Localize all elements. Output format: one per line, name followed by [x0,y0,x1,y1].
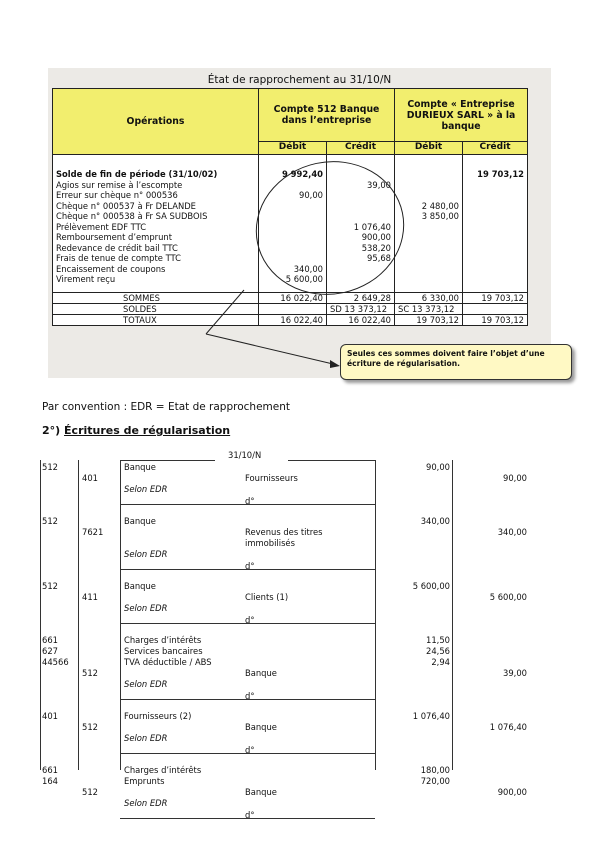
operation-label: Prélèvement EDF TTC [56,221,147,232]
amount-cell: 2 480,00 [421,200,460,211]
debit-label: Banque [124,516,156,526]
debit-account: 44566 [42,657,69,667]
operation-label: Remboursement d’emprunt [56,232,172,242]
section-title [42,424,230,437]
debit-label: TVA déductible / ABS [124,657,212,667]
credit-label: Banque [245,722,277,732]
credit-label: Banque [245,668,277,678]
totals-amount: 2 649,28 [327,293,395,304]
debit-account: 164 [42,776,58,786]
entry-separator [120,504,375,505]
credit-account: 512 [82,722,98,732]
amount-cell: 3 850,00 [421,211,460,221]
operation-label: Frais de tenue de compte TTC [56,253,182,263]
date-rule-left [120,460,215,461]
credit-amount: 900,00 [497,787,527,797]
debit-amount: 340,00 [420,516,450,526]
arrow-line [206,334,333,364]
amount-cell: 340,00 [293,263,323,274]
header-credit: Crédit [463,142,528,155]
column-rule [375,460,376,770]
amount-cell: 90,00 [299,190,323,200]
totals-label: TOTAUX [53,315,259,326]
debit-amount: 1 076,40 [412,711,450,721]
operation-label: Agios sur remise à l’escompte [56,179,183,190]
credit-account: 401 [82,473,98,483]
credit-account: 512 [82,787,98,797]
callout-note: Seules ces sommes doivent faire l’objet d’une écriture de régularisation. [340,344,572,380]
ditto-mark: d° [245,561,255,571]
operation-label: Redevance de crédit bail TTC [56,242,178,253]
operation-label: Encaissement de coupons [56,263,166,274]
column-rule [120,460,121,770]
totals-amount: SC 13 373,12 [395,304,463,315]
debit-label: Fournisseurs (2) [124,711,192,721]
operation-label: Chèque n° 000537 à Fr DELANDE [56,200,196,211]
operation-label: Virement reçu [56,274,116,284]
debit-label: Banque [124,581,156,591]
journal [40,448,550,820]
reconciliation-panel [48,68,551,378]
header-debit: Débit [259,142,327,155]
totals-amount: 19 703,12 [463,315,528,326]
credit-account: 7621 [82,527,104,537]
credit-amount: 90,00 [503,473,527,483]
credit-amount: 5 600,00 [489,592,527,602]
journal-date: 31/10/N [228,450,262,460]
ditto-mark: d° [245,691,255,701]
credit-label: Clients (1) [245,592,289,602]
entry-reference: Selon EDR [124,603,168,613]
debit-amount: 90,00 [426,462,450,472]
amount-cell: 9 992,40 [281,169,323,179]
debit-account: 661 [42,635,58,645]
operation-label: Erreur sur chèque n° 000536 [56,190,178,200]
entry-separator [120,699,375,700]
debit-amount: 11,50 [426,635,450,645]
totals-amount: 19 703,12 [463,293,528,304]
debit-amount: 2,94 [431,657,450,667]
header-company-account: Compte « Entreprise DURIEUX SARL » à la banque [395,89,528,142]
totals-amount: 16 022,40 [259,315,327,326]
column-rule [40,460,41,770]
amount-cell: 5 600,00 [285,274,323,284]
reconciliation-title: État de rapprochement au 31/10/N [207,74,392,86]
amount-cell: 39,00 [367,179,392,190]
convention-text: Par convention : EDR = Etat de rapprochement [42,401,290,413]
ditto-mark: d° [245,496,255,506]
header-credit: Crédit [327,142,395,155]
debit-amount: 180,00 [420,765,450,775]
debit-account: 512 [42,581,58,591]
totals-amount: 16 022,40 [259,293,327,304]
amount-cell: 1 076,40 [353,221,392,232]
amount-cell: 900,00 [361,232,392,242]
entry-reference: Selon EDR [124,679,168,689]
debit-account: 661 [42,765,58,775]
ditto-mark: d° [245,615,255,625]
entry-separator [120,569,375,570]
debit-amount: 720,00 [420,776,450,786]
debit-label: Services bancaires [124,646,203,656]
entry-reference: Selon EDR [124,484,168,494]
annotation-overlay [48,68,551,378]
entry-reference: Selon EDR [124,798,168,808]
debit-label: Charges d’intérêts [124,765,202,775]
entry-separator [120,818,375,819]
entry-reference: Selon EDR [124,549,168,559]
arrow-head [330,360,340,368]
section-number: 2°) [42,424,61,437]
operation-label: Solde de fin de période (31/10/02) [56,169,218,179]
totals-label: SOLDES [53,304,259,315]
credit-label: Fournisseurs [245,473,298,483]
debit-account: 401 [42,711,58,721]
credit-label: Banque [245,787,277,797]
amount-cell: 538,20 [361,242,392,253]
header-bank-account: Compte 512 Banque dans l’entreprise [259,89,395,142]
entry-separator [120,623,375,624]
operation-label: Chèque n° 000538 à Fr SA SUDBOIS [56,211,208,221]
debit-label: Emprunts [124,776,165,786]
totals-label: SOMMES [53,293,259,304]
totals-amount: SD 13 373,12 [327,304,395,315]
amount-cell: 95,68 [367,253,392,263]
amount-cell: 19 703,12 [477,169,525,179]
header-debit: Débit [395,142,463,155]
ditto-mark: d° [245,810,255,820]
entry-separator [120,753,375,754]
totals-amount: 19 703,12 [395,315,463,326]
totals-amount: 6 330,00 [395,293,463,304]
credit-label: immobilisés [245,538,295,548]
debit-account: 627 [42,646,58,656]
ditto-mark: d° [245,745,255,755]
header-operations: Opérations [53,89,259,155]
column-rule [78,460,79,770]
credit-account: 411 [82,592,98,602]
credit-amount: 1 076,40 [489,722,527,732]
debit-account: 512 [42,516,58,526]
debit-account: 512 [42,462,58,472]
credit-label: Revenus des titres [245,527,323,537]
debit-amount: 5 600,00 [412,581,450,591]
credit-amount: 340,00 [497,527,527,537]
date-rule-right [288,460,375,461]
debit-amount: 24,56 [426,646,450,656]
debit-label: Charges d’intérêts [124,635,202,645]
entry-reference: Selon EDR [124,733,168,743]
credit-amount: 39,00 [503,668,527,678]
credit-account: 512 [82,668,98,678]
section-heading: Écritures de régularisation [64,424,231,437]
totals-amount: 16 022,40 [327,315,395,326]
debit-label: Banque [124,462,156,472]
highlight-circle [244,148,416,308]
pointer-line [206,290,244,334]
